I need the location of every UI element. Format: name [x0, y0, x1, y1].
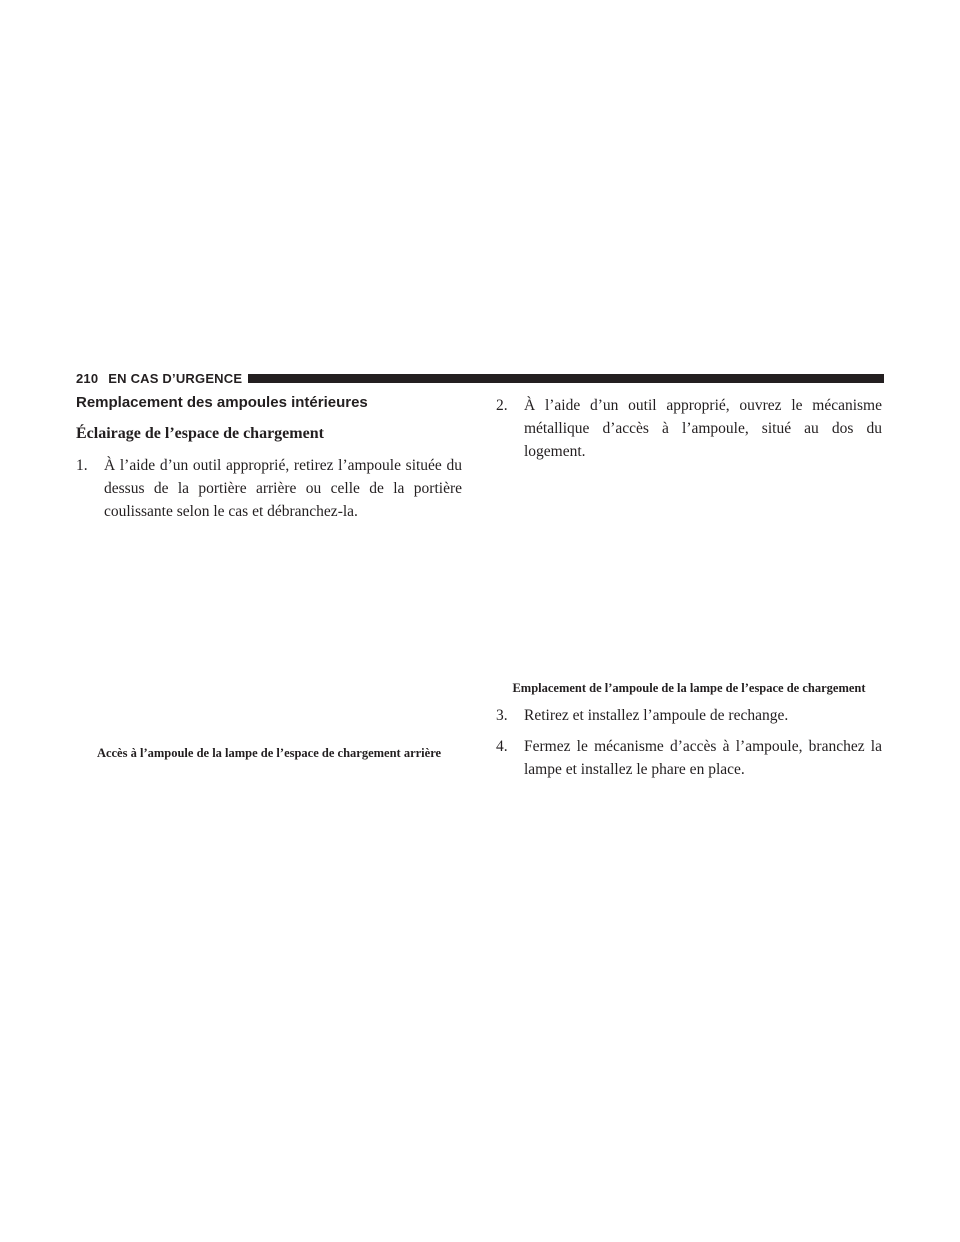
figure-caption-right: Emplacement de l’ampoule de la lampe de l’espace de chargement: [512, 681, 866, 695]
header-rule: [248, 374, 884, 383]
step-number: 4.: [496, 738, 508, 755]
step-number: 3.: [496, 707, 508, 724]
step-text: Fermez le mécanisme d’accès à l’ampoule, branchez la lampe et installez le phare en place.: [524, 738, 882, 778]
step-number: 2.: [496, 397, 508, 414]
page-number: 210: [76, 370, 99, 386]
figure-left: [76, 523, 462, 745]
step-text: À l’aide d’un outil approprié, ouvrez le mécanisme métallique d’accès à l’ampoule, situé au dos du logement.: [524, 397, 882, 460]
section-name: EN CAS D’URGENCE: [108, 370, 243, 386]
section-title: Remplacement des ampoules intérieures: [76, 394, 368, 411]
step-1: [76, 454, 462, 523]
step-text: Retirez et installez l’ampoule de rechange.: [524, 707, 789, 724]
step-4: [496, 735, 882, 781]
step-2: [496, 394, 882, 463]
sub-title: Éclairage de l’espace de chargement: [76, 425, 324, 442]
right-column: [496, 394, 882, 781]
page-header: [76, 370, 884, 386]
step-number: 1.: [76, 457, 88, 474]
left-column: [76, 394, 462, 761]
step-text: À l’aide d’un outil approprié, retirez l’ampoule située du dessus de la portière arrière ou celle de la portière coulissante selon le cas et débranchez-la.: [104, 457, 462, 520]
figure-right: [496, 463, 882, 680]
figure-caption-left: Accès à l’ampoule de la lampe de l’espace de chargement arrière: [96, 746, 442, 760]
step-3: [496, 704, 882, 727]
